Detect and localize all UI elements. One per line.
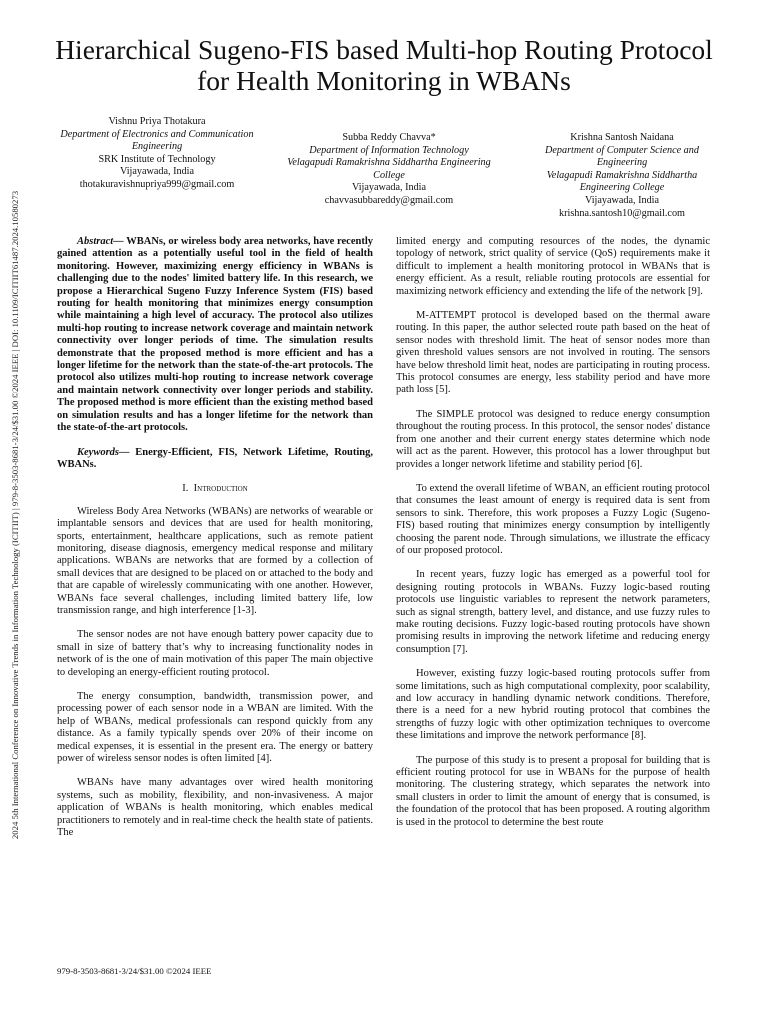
author-name: Subba Reddy Chavva* [342, 132, 436, 143]
body-paragraph: The SIMPLE protocol was designed to reduce energy consumption throughout the routing process. In this protocol, the sensor nodes' distance from one another and their current energy states determine which node will act as the parent. However, this protocol has a lower throughput but provides a longer network lifetime and stability period [6]. [396, 408, 710, 470]
page-footer: 979-8-3503-8681-3/24/$31.00 ©2024 IEEE [57, 966, 212, 976]
author-affiliation: Department of Computer Science and Engineering [545, 144, 699, 169]
paper-title: Hierarchical Sugeno-FIS based Multi-hop Routing Protocol for Health Monitoring in WBANs [55, 34, 713, 96]
section-heading [57, 483, 373, 495]
author-email: chavvasubbareddy@gmail.com [324, 194, 454, 206]
keywords-lead: Keywords— [77, 446, 130, 458]
body-paragraph: In recent years, fuzzy logic has emerged as a powerful tool for designing routing protocols in WBANs. Fuzzy logic-based routing protocols use linguistic variables to represent the network parameters, such as signal strength, battery level, and distance, and use fuzzy rules to make routing decisions. Fuzzy logic-based routing protocols have shown promising results in improving the network lifetime and reducing energy consumption [7]. [396, 569, 710, 655]
author-name: Vishnu Priya Thotakura [108, 116, 206, 127]
author-email: thotakuravishnupriya999@gmail.com [79, 178, 235, 190]
abstract-lead: Abstract— [77, 236, 124, 247]
left-column [57, 236, 373, 851]
right-column [396, 236, 710, 841]
keywords [57, 447, 373, 472]
section-title: Introduction [193, 483, 248, 495]
author-block-2 [284, 132, 494, 208]
body-paragraph: Wireless Body Area Networks (WBANs) are networks of wearable or implantable sensors and devices that are used for health monitoring, sports, entertainment, healthcare applications, such as remote patient monitoring, disease diagnosis, emergency medical response and military applications. WBANs are networks that are formed by a collection of small devices that are designed to be placed on or attached to the body and that are capable of wirelessly communicating with one another. However, WBANs face several challenges, including limited battery life, low transmission range, and high interference [1-3]. [57, 505, 373, 616]
abstract [57, 236, 373, 435]
author-location: Vijayawada, India [351, 182, 427, 194]
abstract-text: WBANs, or wireless body area networks, have recently gained attention as a potentially useful tool in the field of health monitoring. However, maximizing energy efficiency in WBANs is challenging due to the nodes' limited battery life. In this research, we propose a Hierarchical Sugeno Fuzzy Inference System (FIS) based routing for health monitoring that minimizes energy consumption while maintaining a high level of accuracy. The protocol also utilizes multi-hop routing to increase network coverage and maintain network connectivity over longer periods of time. The simulation results demonstrate that the proposed method is more efficient and has a longer lifetime for the network than the state-of-the-art protocols. The protocol also utilizes multi-hop routing to increase network coverage and maintain network connectivity over longer periods and stability. The proposed method is more efficient than the existing method based on simulation results and has a longer lifetime for the network than the state-of-the-art protocols. [57, 236, 373, 434]
author-block-3 [522, 132, 722, 220]
side-doi-text: 2024 5th International Conference on Innovative Trends in Information Technology (ICITIIT) | 979-8-3503-8681-3/24/$31.00 ©2024 IEEE | DOI: 10.1109/ICITIIT61487.2024.10580273 [10, 190, 20, 840]
author-affiliation: Department of Electronics and Communication Engineering [60, 128, 254, 153]
author-affiliation: Department of Information Technology [309, 144, 469, 156]
body-paragraph: To extend the overall lifetime of WBAN, an efficient routing protocol that consumes the least amount of energy is required data is sent from sensors to sink. Therefore, this work proposes a Fuzzy Logic (Sugeno-FIS) based routing that minimizes energy consumption by intelligently choosing the parent node. Through simulations, we illustrate the efficacy of our proposed protocol. [396, 482, 710, 556]
author-name: Krishna Santosh Naidana [570, 132, 674, 143]
author-block-1 [52, 116, 262, 192]
author-location: Vijayawada, India [119, 166, 195, 178]
author-institution: SRK Institute of Technology [98, 153, 216, 165]
side-doi-note [8, 150, 22, 880]
body-paragraph: However, existing fuzzy logic-based routing protocols suffer from some limitations, such as high computational complexity, poor scalability, and low accuracy in handling dynamic network conditions. Therefore, there is a need for a new hybrid routing protocol that combines the strengths of fuzzy logic with other optimization techniques to overcome these limitations and improve the network performance [8]. [396, 668, 710, 742]
author-institution: Velagapudi Ramakrishna Siddhartha Engineering College [287, 157, 491, 181]
body-paragraph: M-ATTEMPT protocol is developed based on the thermal aware routing. In this paper, the author selected route path based on the heat of sensor nodes with threshold limit. The heat of sensor nodes more than given threshold values sensors are not involved in routing. The sensors have below threshold limit heat, nodes are participating in routing process. This protocol consumes are energy, less stability period and have more path loss [5]. [396, 310, 710, 396]
body-paragraph: limited energy and computing resources of the nodes, the dynamic topology of network, strict quality of service (QoS) requirements make it difficult to implement a health monitoring protocol in WBANs that is energy efficient. As a result, reliable routing protocols are essential for maximizing network efficiency and extending the life of the network [9]. [396, 236, 710, 297]
author-location: Vijayawada, India [584, 194, 660, 206]
author-email: krishna.santosh10@gmail.com [559, 207, 685, 219]
body-paragraph: The sensor nodes are not have enough battery power capacity due to small in size of battery that’s why to increasing functionality nodes in network of is the one of main motivation of this paper The main objective to developing an energy-efficient routing protocol. [57, 629, 373, 678]
keywords-text: Energy-Efficient, FIS, Network Lifetime, Routing, WBANs. [57, 446, 373, 470]
section-number: I. [182, 483, 189, 495]
body-paragraph: WBANs have many advantages over wired health monitoring systems, such as mobility, flexibility, and non-invasiveness. A major application of WBANs is health monitoring, which enables medical practitioners to remotely and in real-time check the health state of patients. The [57, 777, 373, 839]
body-paragraph: The energy consumption, bandwidth, transmission power, and processing power of each sensor node in a WBAN are limited. With the help of WBANs, medical professionals can respond quickly from any distance. As a family typically spends over 20% of their income on medical expenses, it is essential in the present era. The energy or battery power of wireless sensor nodes is often limited [4]. [57, 691, 373, 765]
author-institution: Velagapudi Ramakrishna Siddhartha Engineering College [546, 169, 698, 194]
body-paragraph: The purpose of this study is to present a proposal for building that is efficient routing protocol for use in WBANs for the purpose of health monitoring. The clustering strategy, which separates the network into small clusters in order to limit the amount of energy that is consumed, is the foundation of the protocol that has been proposed. A routing algorithm is used in the protocol to determine the best route [396, 754, 710, 828]
